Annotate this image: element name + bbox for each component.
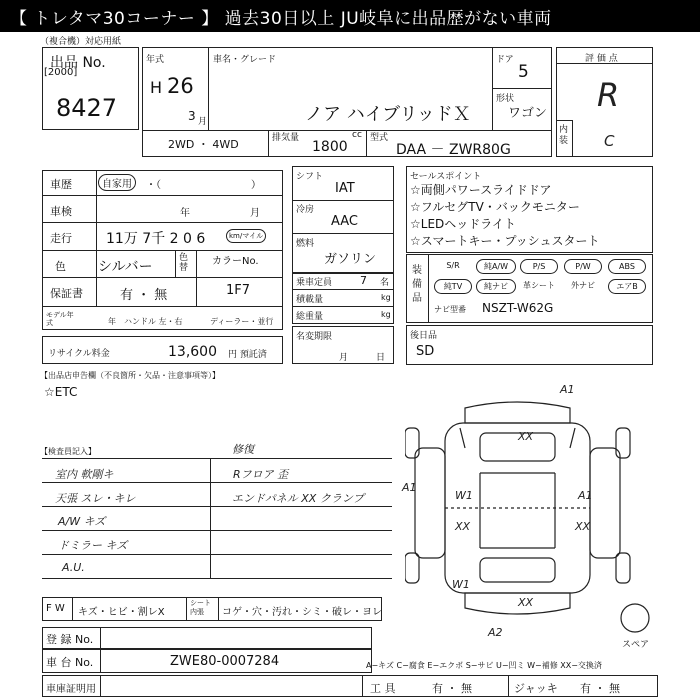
inspector-note: Rフロア 歪 xyxy=(233,468,289,481)
equip-navi: 純ナビ xyxy=(476,279,516,294)
shape-label: 形状 xyxy=(496,94,515,104)
history-label: 車歴 xyxy=(50,178,72,191)
name-change-label: 名変期限 xyxy=(296,332,333,342)
shift-value: IAT xyxy=(335,181,355,196)
fw-value: キズ・ヒビ・割レX xyxy=(78,607,165,618)
warranty-value: 有 ・ 無 xyxy=(120,288,168,303)
history-rest: ・（ ） xyxy=(146,180,261,191)
damage-mark: W1 xyxy=(452,578,470,591)
color-label: 色 xyxy=(55,260,66,273)
shape-value: ワゴン xyxy=(508,106,548,121)
seller-notes-label: 【出品店申告欄（不良箇所・欠品・注意事項等）】 xyxy=(40,371,220,380)
jack-label: ジャッキ xyxy=(514,682,558,695)
cert-row xyxy=(42,675,658,697)
load-label: 積載量 xyxy=(296,295,324,305)
handle: ハンドル 左・右 xyxy=(124,317,183,326)
displacement-value: 1800 xyxy=(312,139,348,155)
lot-year-code: [2000] xyxy=(44,67,78,78)
delivery-value: SD xyxy=(416,344,435,359)
inspector-label: 【検査員記入】 xyxy=(40,447,96,456)
equip-ext-navi: 外ナビ xyxy=(571,281,595,290)
tools-value: 有 ・ 無 xyxy=(432,682,472,695)
gross-unit: kg xyxy=(381,310,391,319)
inspection-month: 月 xyxy=(250,208,260,219)
fw-label: F W xyxy=(46,603,65,614)
displacement-unit: cc xyxy=(352,130,362,140)
history-value: 自家用 xyxy=(98,174,136,191)
equipment-label: 装備品 xyxy=(412,265,422,304)
damage-mark: A1 xyxy=(560,383,575,396)
car-damage-diagram xyxy=(405,378,665,638)
year-value: 26 xyxy=(167,74,194,98)
chassis-label: 車 台 No. xyxy=(46,656,94,669)
dealer: ディーラー・並行 xyxy=(210,317,274,326)
model-year-label: モデル年式 xyxy=(46,311,74,327)
sales-point: ☆フルセグTV・バックモニター xyxy=(410,200,580,214)
year-era: H xyxy=(150,78,163,97)
inspector-note: 室内 軟剛キ xyxy=(55,468,114,481)
capacity-label: 乗車定員 xyxy=(296,278,333,288)
damage-mark: A1 xyxy=(578,489,593,502)
inspection-year: 年 xyxy=(180,208,190,219)
equip-airbag: エアB xyxy=(608,279,646,294)
grade-label: 評 価 点 xyxy=(585,54,618,64)
jack-value: 有 ・ 無 xyxy=(580,682,620,695)
equip-ps: P/S xyxy=(520,259,558,274)
warranty-label: 保証書 xyxy=(50,287,83,300)
color-change-label: 色替 xyxy=(179,253,189,273)
mileage-value: 11万 7千 2 0 6 xyxy=(106,231,206,247)
damage-mark: XX xyxy=(518,596,534,609)
model-year-unit: 年 xyxy=(108,317,116,326)
cert-label: 車庫証明用 xyxy=(46,684,96,695)
damage-mark: A1 xyxy=(402,481,417,494)
damage-mark: XX xyxy=(455,520,471,533)
sales-point: ☆LEDヘッドライト xyxy=(410,217,516,231)
load-unit: kg xyxy=(381,293,391,302)
banner-text: 【 トレタマ30コーナー 】 過去30日以上 JU岐阜に出品歴がない車両 xyxy=(10,9,552,29)
inspector-note: A.U. xyxy=(62,561,85,574)
inspector-note: エンドパネル XX クランプ xyxy=(232,492,364,505)
month-unit: 月 xyxy=(198,117,208,127)
displacement-label: 排気量 xyxy=(272,133,300,143)
recycle-unit: 円 預託済 xyxy=(228,350,267,360)
ac-value: AAC xyxy=(331,214,358,229)
year-label: 年式 xyxy=(146,55,165,65)
model-label: 型式 xyxy=(370,133,389,143)
damage-mark: A2 xyxy=(488,626,503,639)
model-value: DAA － ZWR80G xyxy=(396,142,511,158)
equip-aw: 純A/W xyxy=(476,259,516,274)
spare-label: スペア xyxy=(622,640,650,650)
capacity-unit: 名 xyxy=(380,278,390,288)
color-value: シルバー xyxy=(98,259,153,275)
delivery-box xyxy=(406,325,653,365)
doors-label: ドア xyxy=(496,55,514,65)
ac-label: 冷房 xyxy=(296,205,315,215)
compat-note: （複合機）対応用紙 xyxy=(40,37,122,47)
navi-model: NSZT-W62G xyxy=(482,301,554,315)
lot-number: 8427 xyxy=(56,94,118,122)
registration-label: 登 録 No. xyxy=(46,633,94,646)
chassis-value: ZWE80-0007284 xyxy=(170,654,280,669)
seller-notes-value: ☆ETC xyxy=(44,385,78,399)
damage-mark: W1 xyxy=(455,489,473,502)
month-value: 3 xyxy=(188,109,196,123)
gross-label: 総重量 xyxy=(296,312,324,322)
inspector-note: ドミラー キズ xyxy=(58,539,128,552)
seat-value: コゲ・穴・汚れ・シミ・破レ・ヨレ xyxy=(222,607,382,618)
capacity-value: 7 xyxy=(360,274,367,287)
recycle-value: 13,600 xyxy=(168,344,217,360)
inspection-label: 車検 xyxy=(50,205,72,218)
doors-value: 5 xyxy=(518,62,529,82)
interior-grade: C xyxy=(604,132,615,150)
damage-mark: XX xyxy=(518,430,534,443)
tools-label: 工 具 xyxy=(370,682,396,695)
equip-sr: S/R xyxy=(446,261,460,270)
mileage-unit: km/マイル xyxy=(226,229,266,243)
recycle-label: リサイクル料金 xyxy=(48,349,110,359)
shift-label: シフト xyxy=(296,172,324,182)
navi-label: ナビ型番 xyxy=(434,305,466,314)
inspector-note: 天張 スレ・キレ xyxy=(55,492,136,505)
name-change-day: 日 xyxy=(376,353,386,363)
color-code: 1F7 xyxy=(226,283,251,298)
vehicle-name: ノア ハイブリッドＸ xyxy=(305,104,471,125)
equip-abs: ABS xyxy=(608,259,646,274)
fuel-label: 燃料 xyxy=(296,239,315,249)
inspector-note: A/W キズ xyxy=(58,515,106,528)
sales-label: セールスポイント xyxy=(410,172,482,182)
damage-mark: XX xyxy=(575,520,591,533)
delivery-label: 後日品 xyxy=(410,331,438,341)
inspector-note: 修復 xyxy=(232,443,254,456)
mileage-label: 走行 xyxy=(50,232,72,245)
fuel-value: ガソリン xyxy=(324,252,377,267)
grade-score: R xyxy=(597,76,620,114)
equip-leather: 革シート xyxy=(523,281,555,290)
damage-legend: A−キズ C−腐食 E−エクボ S−サビ U−凹ミ W−補修 XX−交換済 xyxy=(366,661,602,670)
lot-label: 出品 No. xyxy=(50,55,106,71)
equip-tv: 純TV xyxy=(434,279,472,294)
seat-label: シート内張 xyxy=(190,599,211,616)
equip-pw: P/W xyxy=(564,259,602,274)
drive-value: 2WD ・ 4WD xyxy=(168,138,239,151)
sales-point: ☆両側パワースライドドア xyxy=(410,183,552,197)
sales-point: ☆スマートキー・プッシュスタート xyxy=(410,234,600,248)
name-change-month: 月 xyxy=(339,353,349,363)
interior-label: 内装 xyxy=(559,125,569,146)
name-label: 車名・グレード xyxy=(213,55,277,65)
color-code-label: カラーNo. xyxy=(212,256,259,267)
